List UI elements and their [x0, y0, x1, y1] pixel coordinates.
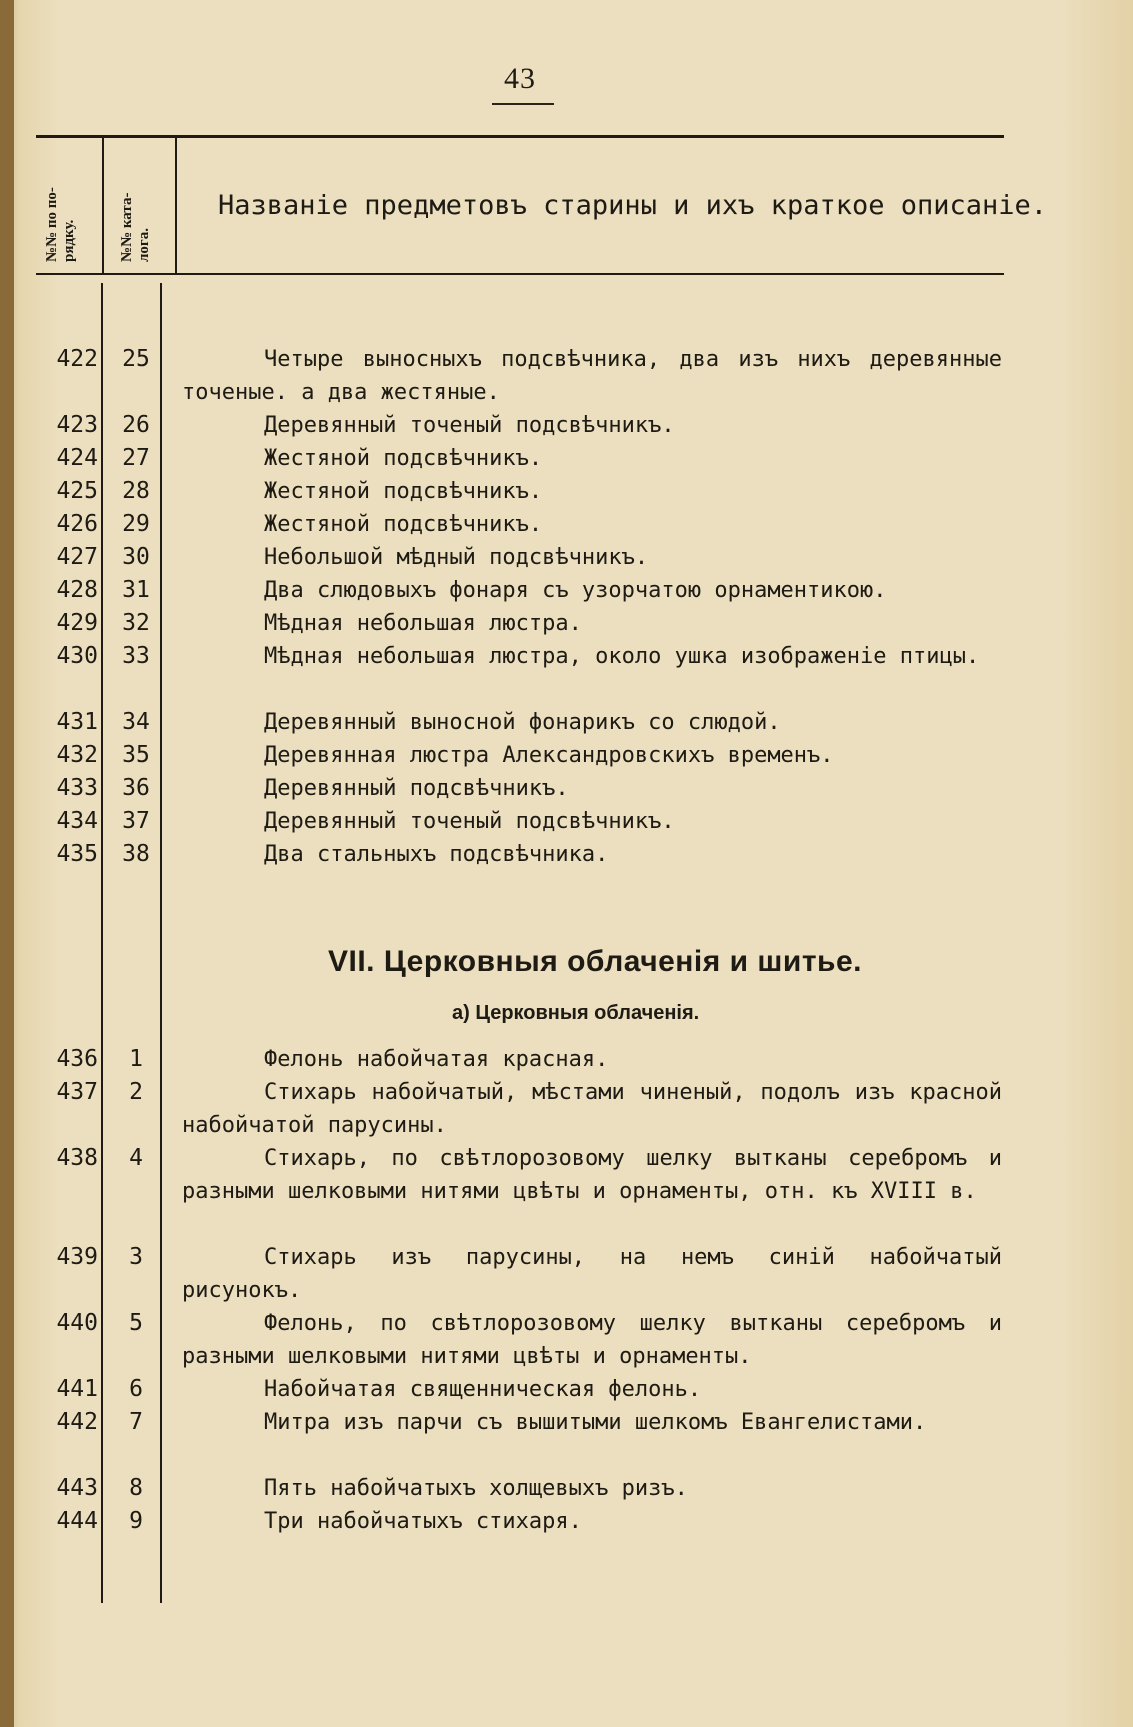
header-col2-line1: №№ ката- [119, 192, 135, 262]
header-col1-divider [102, 137, 104, 274]
row-number: 425 [56, 478, 98, 504]
page-number: 43 [504, 62, 536, 95]
header-bottom-rule [36, 273, 1004, 275]
row-number: 442 [56, 1409, 98, 1435]
row-description: Фелонь, по свѣтлорозовому шелку вытканы серебромъ и разными шелковыми нитями цвѣты и орнаменты. [182, 1311, 1002, 1369]
row-number: 437 [56, 1079, 98, 1105]
row-description: Деревянная люстра Александровскихъ временъ. [264, 743, 834, 768]
header-top-rule [36, 135, 1004, 138]
row-description: Мѣдная небольшая люстра, около ушка изображеніе птицы. [264, 644, 980, 669]
row-description: Небольшой мѣдный подсвѣчникъ. [264, 545, 649, 570]
catalog-number: 34 [122, 709, 150, 735]
catalog-number: 6 [129, 1376, 143, 1402]
row-number: 443 [56, 1475, 98, 1501]
catalog-number: 31 [122, 577, 150, 603]
row-description: Жестяной подсвѣчникъ. [264, 512, 543, 537]
catalog-number: 3 [129, 1244, 143, 1270]
header-col2-label [119, 193, 153, 262]
row-number: 422 [56, 346, 98, 372]
row-description: Стихарь набойчатый, мѣстами чиненый, подолъ изъ красной набойчатой парусины. [182, 1080, 1002, 1138]
row-description: Три набойчатыхъ стихаря. [264, 1509, 582, 1534]
row-description: Стихарь изъ парусины, на немъ синій набойчатый рисунокъ. [182, 1245, 1002, 1303]
page-number-underline [492, 103, 554, 105]
catalog-number: 7 [129, 1409, 143, 1435]
row-description: Пять набойчатыхъ холщевыхъ ризъ. [264, 1476, 688, 1501]
body-col1-divider [101, 283, 103, 1603]
header-col2-line2: лога. [136, 228, 152, 262]
section-title: VII. Церковныя облаченія и шитье. [328, 945, 862, 978]
row-number: 423 [56, 412, 98, 438]
row-number: 434 [56, 808, 98, 834]
catalog-number: 30 [122, 544, 150, 570]
row-number: 444 [56, 1508, 98, 1534]
catalog-number: 4 [129, 1145, 143, 1171]
row-number: 426 [56, 511, 98, 537]
row-description: Деревянный выносной фонарикъ со слюдой. [264, 710, 781, 735]
subsection-title: а) Церковныя облаченія. [452, 1002, 700, 1024]
header-col2-divider [175, 137, 177, 274]
row-description: Жестяной подсвѣчникъ. [264, 446, 543, 471]
row-number: 439 [56, 1244, 98, 1270]
row-description: Набойчатая священническая фелонь. [264, 1377, 702, 1402]
catalog-number: 35 [122, 742, 150, 768]
row-number: 428 [56, 577, 98, 603]
row-number: 438 [56, 1145, 98, 1171]
catalog-number: 27 [122, 445, 150, 471]
row-number: 430 [56, 643, 98, 669]
row-description: Деревянный подсвѣчникъ. [264, 776, 569, 801]
catalog-number: 29 [122, 511, 150, 537]
header-col1-label [44, 187, 78, 262]
row-description: Деревянный точеный подсвѣчникъ. [264, 809, 675, 834]
row-description: Жестяной подсвѣчникъ. [264, 479, 543, 504]
row-description: Два слюдовыхъ фонаря съ узорчатою орнаментикою. [264, 578, 887, 603]
row-description: Мѣдная небольшая люстра. [264, 611, 582, 636]
catalog-number: 37 [122, 808, 150, 834]
row-number: 433 [56, 775, 98, 801]
catalog-number: 25 [122, 346, 150, 372]
catalog-number: 33 [122, 643, 150, 669]
row-number: 436 [56, 1046, 98, 1072]
catalog-number: 36 [122, 775, 150, 801]
page-edge [0, 0, 14, 1727]
catalog-number: 38 [122, 841, 150, 867]
catalog-number: 1 [129, 1046, 143, 1072]
catalog-number: 26 [122, 412, 150, 438]
catalog-number: 8 [129, 1475, 143, 1501]
row-description: Стихарь, по свѣтлорозовому шелку вытканы серебромъ и разными шелковыми нитями цвѣты и орнаменты, отн. къ XVIII в. [182, 1146, 1002, 1204]
row-description: Четыре выносныхъ подсвѣчника, два изъ нихъ деревянные точеные. а два жестяные. [182, 347, 1002, 405]
header-col1-line1: №№ по по- [44, 187, 60, 262]
catalog-number: 32 [122, 610, 150, 636]
row-number: 431 [56, 709, 98, 735]
catalog-number: 9 [129, 1508, 143, 1534]
catalog-number: 2 [129, 1079, 143, 1105]
catalog-number: 5 [129, 1310, 143, 1336]
row-number: 424 [56, 445, 98, 471]
row-description: Деревянный точеный подсвѣчникъ. [264, 413, 675, 438]
row-number: 441 [56, 1376, 98, 1402]
catalog-number: 28 [122, 478, 150, 504]
row-number: 440 [56, 1310, 98, 1336]
row-number: 429 [56, 610, 98, 636]
row-number: 435 [56, 841, 98, 867]
row-description: Митра изъ парчи съ вышитыми шелкомъ Евангелистами. [264, 1410, 927, 1435]
header-title: Названіе предметовъ старины и ихъ краткое описаніе. [218, 190, 1048, 221]
row-description: Два стальныхъ подсвѣчника. [264, 842, 609, 867]
header-col1-line2: рядку. [61, 219, 77, 262]
row-description: Фелонь набойчатая красная. [264, 1047, 609, 1072]
row-number: 432 [56, 742, 98, 768]
row-number: 427 [56, 544, 98, 570]
